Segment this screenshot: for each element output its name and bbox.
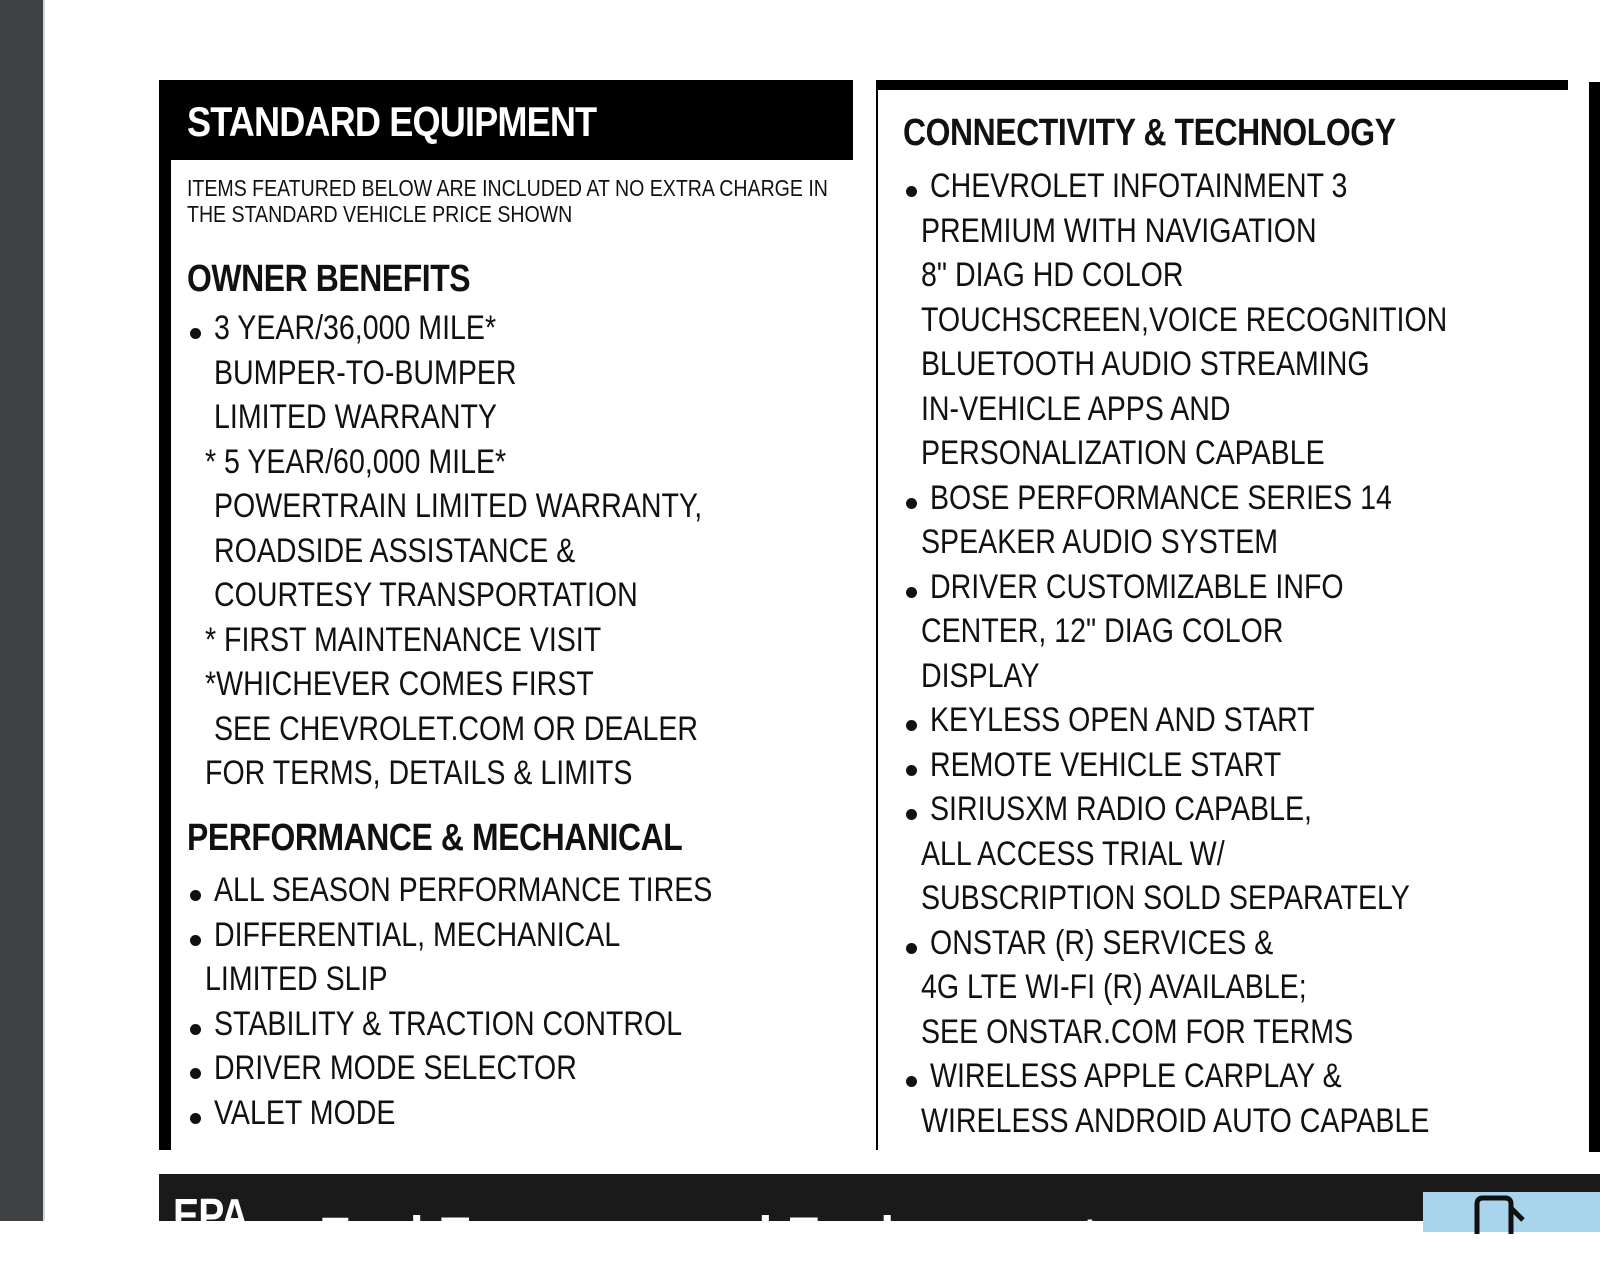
list-item — [903, 1099, 1548, 1144]
owner-benefit-line: ROADSIDE ASSISTANCE & — [214, 531, 576, 570]
connectivity-item: BOSE PERFORMANCE SERIES 14 — [930, 478, 1392, 517]
list-item — [903, 832, 1548, 877]
connectivity-item-cont: PREMIUM WITH NAVIGATION — [921, 211, 1317, 250]
list-item — [903, 431, 1548, 476]
bullet-icon — [903, 476, 919, 521]
epa-fuel-economy-banner — [159, 1174, 1600, 1272]
performance-item-cont: LIMITED SLIP — [205, 960, 388, 998]
next-panel-edge — [1589, 82, 1600, 1152]
owner-benefit-line: 3 YEAR/36,000 MILE* — [214, 309, 497, 347]
bullet-icon — [903, 698, 919, 743]
bullet-icon — [187, 868, 203, 913]
list-item — [903, 609, 1548, 654]
list-item — [903, 1054, 1548, 1099]
left-panel-border — [159, 80, 171, 1150]
list-item — [903, 787, 1548, 832]
list-item — [187, 573, 795, 618]
connectivity-list — [903, 164, 1548, 1143]
list-item — [187, 395, 795, 440]
performance-item: STABILITY & TRACTION CONTROL — [214, 1004, 683, 1043]
bullet-icon — [903, 565, 919, 610]
connectivity-item: SIRIUSXM RADIO CAPABLE, — [930, 790, 1312, 828]
bullet-icon — [187, 1002, 203, 1047]
owner-benefit-line: * 5 YEAR/60,000 MILE* — [205, 442, 507, 481]
list-item — [187, 1046, 807, 1091]
connectivity-item: KEYLESS OPEN AND START — [930, 701, 1315, 739]
list-item — [903, 387, 1548, 432]
performance-item: VALET MODE — [214, 1093, 396, 1132]
connectivity-item: WIRELESS APPLE CARPLAY & — [930, 1057, 1342, 1095]
owner-benefit-line: COURTESY TRANSPORTATION — [214, 576, 638, 614]
list-item — [187, 662, 795, 707]
right-panel-top-rule — [876, 80, 1568, 90]
epa-label-text: EPA — [173, 1189, 248, 1241]
owner-benefit-line: LIMITED WARRANTY — [214, 398, 497, 436]
connectivity-item-cont: BLUETOOTH AUDIO STREAMING — [921, 345, 1370, 383]
list-item — [187, 1091, 807, 1136]
list-item — [187, 868, 807, 913]
list-item — [187, 618, 795, 663]
performance-item: DIFFERENTIAL, MECHANICAL — [214, 915, 621, 954]
list-item — [187, 751, 795, 796]
connectivity-item-cont: 4G LTE WI-FI (R) AVAILABLE; — [921, 968, 1307, 1006]
epa-title — [319, 1204, 1236, 1273]
viewer-gutter-edge — [43, 0, 45, 1221]
connectivity-item-cont: SPEAKER AUDIO SYSTEM — [921, 523, 1279, 561]
owner-benefit-line: POWERTRAIN LIMITED WARRANTY, — [214, 487, 703, 525]
epa-label — [173, 1188, 261, 1242]
list-item — [903, 1010, 1548, 1055]
list-item — [187, 484, 795, 529]
standard-equipment-title: STANDARD EQUIPMENT — [187, 98, 597, 145]
fuel-pump-icon — [1469, 1194, 1527, 1234]
connectivity-item: REMOTE VEHICLE START — [930, 745, 1282, 784]
viewer-gutter — [0, 0, 43, 1221]
connectivity-item-cont: 8" DIAG HD COLOR — [921, 256, 1184, 294]
owner-benefit-line: * FIRST MAINTENANCE VISIT — [205, 620, 602, 659]
owner-benefit-line: BUMPER-TO-BUMPER — [214, 353, 517, 392]
connectivity-item: CHEVROLET INFOTAINMENT 3 — [930, 167, 1348, 205]
connectivity-item-cont: DISPLAY — [921, 656, 1040, 695]
epa-title-text: Fuel Economy and Environment — [319, 1205, 1099, 1272]
connectivity-item-cont: SUBSCRIPTION SOLD SEPARATELY — [921, 879, 1410, 917]
bullet-icon — [903, 921, 919, 966]
list-item — [903, 876, 1548, 921]
performance-heading: PERFORMANCE & MECHANICAL — [187, 817, 683, 859]
list-item — [903, 698, 1548, 743]
connectivity-heading: CONNECTIVITY & TECHNOLOGY — [903, 112, 1396, 154]
list-item — [187, 913, 807, 958]
list-item — [903, 342, 1548, 387]
bullet-icon — [903, 1054, 919, 1099]
bullet-icon — [187, 306, 203, 351]
performance-item: DRIVER MODE SELECTOR — [214, 1049, 577, 1087]
list-item — [903, 743, 1548, 788]
bullet-icon — [187, 913, 203, 958]
list-item — [903, 565, 1548, 610]
list-item — [903, 253, 1548, 298]
performance-item: ALL SEASON PERFORMANCE TIRES — [214, 871, 713, 909]
list-item — [187, 529, 795, 574]
connectivity-item-cont: SEE ONSTAR.COM FOR TERMS — [921, 1012, 1354, 1051]
owner-benefit-line: FOR TERMS, DETAILS & LIMITS — [205, 754, 633, 792]
list-item — [903, 298, 1548, 343]
bullet-icon — [903, 743, 919, 788]
connectivity-item-cont: CENTER, 12" DIAG COLOR — [921, 612, 1284, 650]
list-item — [903, 965, 1548, 1010]
performance-list — [187, 868, 807, 1135]
connectivity-item-cont: IN-VEHICLE APPS AND — [921, 389, 1231, 428]
list-item — [187, 1002, 807, 1047]
list-item — [187, 440, 795, 485]
owner-benefit-line: SEE CHEVROLET.COM OR DEALER — [214, 709, 699, 748]
bullet-icon — [187, 1091, 203, 1136]
owner-benefits-list — [187, 306, 795, 796]
owner-benefits-heading: OWNER BENEFITS — [187, 258, 471, 300]
list-item — [187, 707, 795, 752]
list-item — [903, 921, 1548, 966]
list-item — [903, 654, 1548, 699]
note-line: THE STANDARD VEHICLE PRICE SHOWN — [187, 201, 573, 227]
connectivity-item: DRIVER CUSTOMIZABLE INFO — [930, 567, 1344, 606]
list-item — [187, 306, 795, 351]
note-line: ITEMS FEATURED BELOW ARE INCLUDED AT NO EXTRA CHARGE IN — [187, 175, 828, 201]
list-item — [187, 957, 807, 1002]
owner-benefit-line: *WHICHEVER COMES FIRST — [205, 665, 594, 703]
connectivity-item-cont: ALL ACCESS TRIAL W/ — [921, 834, 1225, 873]
bullet-icon — [187, 1046, 203, 1091]
connectivity-item-cont: PERSONALIZATION CAPABLE — [921, 434, 1325, 472]
connectivity-item-cont: TOUCHSCREEN,VOICE RECOGNITION — [921, 300, 1448, 339]
list-item — [187, 351, 795, 396]
bullet-icon — [903, 164, 919, 209]
list-item — [903, 520, 1548, 565]
right-panel-left-rule — [876, 90, 878, 1150]
standard-equipment-note — [187, 175, 847, 227]
connectivity-item-cont: WIRELESS ANDROID AUTO CAPABLE — [921, 1101, 1430, 1140]
connectivity-item: ONSTAR (R) SERVICES & — [930, 923, 1274, 962]
standard-equipment-header — [171, 80, 853, 160]
bullet-icon — [903, 787, 919, 832]
list-item — [903, 209, 1548, 254]
list-item — [903, 476, 1548, 521]
list-item — [903, 164, 1548, 209]
